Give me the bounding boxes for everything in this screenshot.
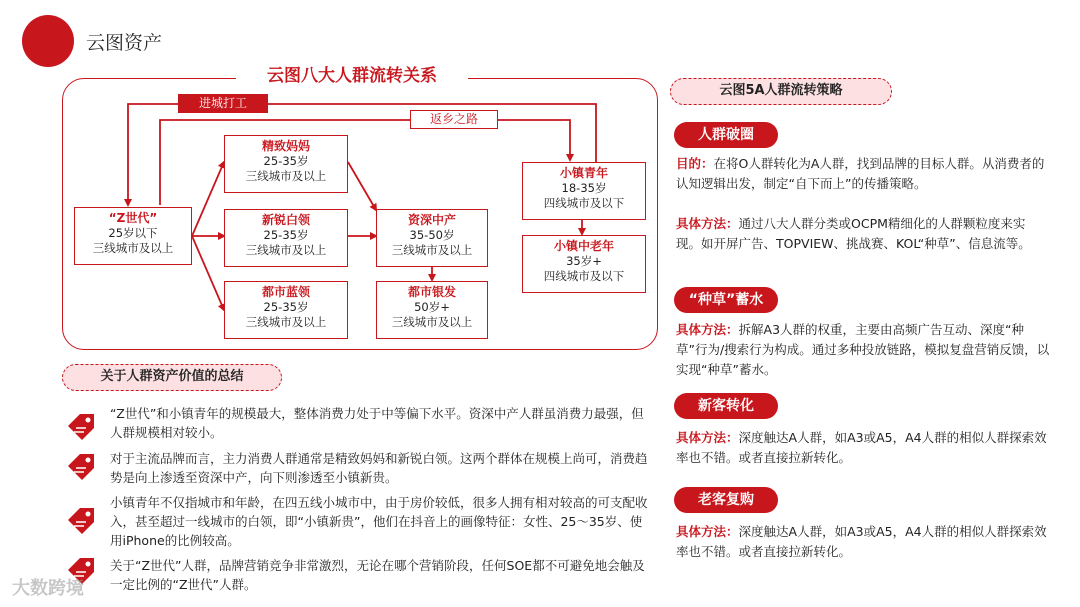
section-seeding-method — [676, 320, 1050, 380]
node-city: 三线城市及以上 — [245, 315, 327, 329]
node-city: 四线城市及以下 — [543, 269, 625, 283]
watermark: 大数跨境 — [12, 578, 84, 599]
flow-label-return-home: 返乡之路 — [410, 110, 498, 129]
node-age: 25-35岁 — [263, 154, 309, 168]
node-name: 都市蓝领 — [261, 285, 310, 299]
section-new-customer-method — [676, 428, 1050, 468]
flow-label-migrate-city: 进城打工 — [178, 94, 268, 113]
node-urban-blue-collar — [224, 281, 348, 339]
price-tag-icon — [66, 412, 96, 444]
strategy-title-pill: 云图5A人群流转策略 — [670, 78, 892, 105]
section-head-repurchase: 老客复购 — [674, 487, 778, 513]
node-age: 25岁以下 — [108, 226, 158, 240]
node-name: 小镇中老年 — [553, 239, 614, 253]
node-name: 都市银发 — [407, 285, 456, 299]
price-tag-icon — [66, 452, 96, 484]
node-name: 新锐白领 — [261, 213, 310, 227]
section-head-new-customer: 新客转化 — [674, 393, 778, 419]
node-city: 三线城市及以上 — [92, 241, 174, 255]
node-city: 三线城市及以上 — [391, 243, 473, 257]
body: 拆解A3人群的权重，主要由高频广告互动、深度“种草”行为/搜索行为构成。通过多种投放链路，模拟复盘营销反馈，以实现“种草”蓄水。 — [676, 322, 1050, 377]
summary-item-2: 对于主流品牌而言，主力消费人群通常是精致妈妈和新锐白领。这两个群体在规模上尚可，消费趋势是向上渗透至资深中产，向下则渗透至小镇新贵。 — [110, 451, 648, 485]
label: 目的： — [676, 156, 714, 171]
body: 深度触达A人群，如A3或A5，A4人群的相似人群探索效率也不错。或者直接拉新转化。 — [676, 524, 1047, 559]
node-name: “Z世代” — [108, 211, 158, 225]
node-name: 精致妈妈 — [261, 139, 310, 153]
section-crowd-breakout-purpose — [676, 154, 1050, 194]
section-crowd-breakout-method — [676, 214, 1050, 254]
node-new-white-collar — [224, 209, 348, 267]
node-town-youth — [522, 162, 646, 220]
body: 在将O人群转化为A人群，找到品牌的目标人群。从消费者的认知逻辑出发，制定“自下而上”的传播策略。 — [676, 156, 1045, 191]
node-town-middle-aged — [522, 235, 646, 293]
summary-title-pill: 关于人群资产价值的总结 — [62, 364, 282, 391]
node-name: 资深中产 — [407, 213, 456, 227]
page-title: 云图资产 — [86, 32, 163, 54]
section-head-seeding: “种草”蓄水 — [674, 287, 778, 313]
section-head-crowd-breakout: 人群破圈 — [674, 122, 778, 148]
node-age: 35岁+ — [566, 254, 602, 268]
label: 具体方法： — [676, 216, 739, 231]
header-circle-decoration — [22, 15, 74, 67]
label: 具体方法： — [676, 430, 739, 445]
node-age: 35-50岁 — [409, 228, 455, 242]
node-urban-silver — [376, 281, 488, 339]
summary-item-4: 关于“Z世代”人群，品牌营销竞争非常激烈，无论在哪个营销阶段，任何SOE都不可避免地会触及一定比例的“Z世代”人群。 — [110, 558, 645, 592]
node-gen-z — [74, 207, 192, 265]
node-city: 三线城市及以上 — [391, 315, 473, 329]
body: 深度触达A人群，如A3或A5，A4人群的相似人群探索效率也不错。或者直接拉新转化。 — [676, 430, 1047, 465]
label: 具体方法： — [676, 322, 739, 337]
node-city: 三线城市及以上 — [245, 169, 327, 183]
node-age: 25-35岁 — [263, 300, 309, 314]
node-city: 三线城市及以上 — [245, 243, 327, 257]
summary-item-1: “Z世代”和小镇青年的规模最大，整体消费力处于中等偏下水平。资深中产人群虽消费力最强，但人群规模相对较小。 — [110, 406, 644, 440]
section-repurchase-method — [676, 522, 1050, 562]
node-city: 四线城市及以下 — [543, 196, 625, 210]
node-age: 50岁+ — [414, 300, 450, 314]
label: 具体方法： — [676, 524, 739, 539]
node-age: 18-35岁 — [561, 181, 607, 195]
diagram-title: 云图八大人群流转关系 — [236, 62, 468, 90]
node-age: 25-35岁 — [263, 228, 309, 242]
node-senior-middle-class — [376, 209, 488, 267]
body: 通过八大人群分类或OCPM精细化的人群颗粒度来实现。如开屏广告、TOPVIEW、挑战赛、KOL“种草”、信息流等。 — [676, 216, 1031, 251]
node-exquisite-mom — [224, 135, 348, 193]
node-name: 小镇青年 — [559, 166, 608, 180]
summary-item-3: 小镇青年不仅指城市和年龄，在四五线小城市中，由于房价较低，很多人拥有相对较高的可支配收入，甚至超过一线城市的白领，即“小镇新贵”，他们在抖音上的画像特征：女性、25～35岁、使用iPhone的比例较高。 — [110, 495, 648, 548]
price-tag-icon — [66, 506, 96, 538]
